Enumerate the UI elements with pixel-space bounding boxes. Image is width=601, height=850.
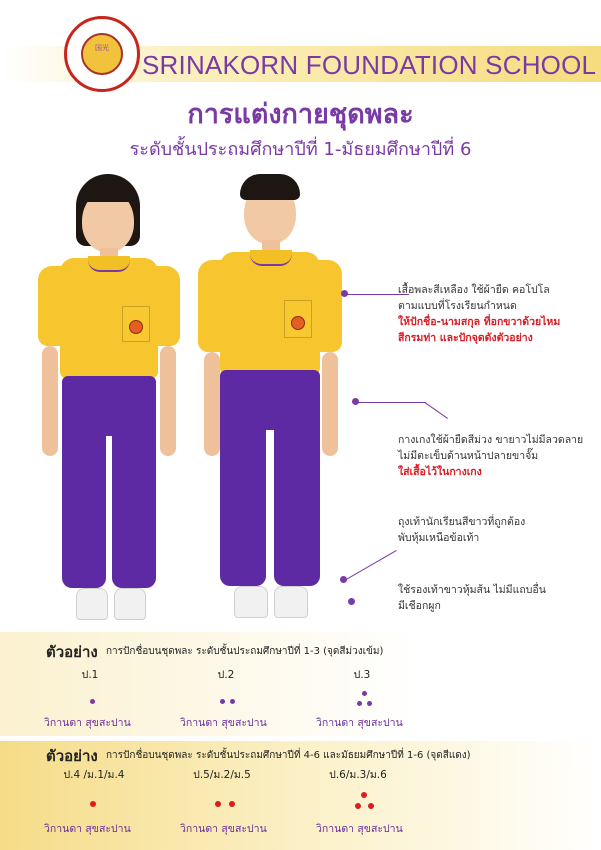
example2-dot — [215, 801, 221, 807]
example1-heading: ตัวอย่าง — [46, 643, 98, 661]
note-shoes-line2: มีเชือกผูก — [398, 600, 441, 612]
page-title: การแต่งกายชุดพละ — [187, 99, 414, 130]
note-shoes-line1: ใช้รองเท้าขาวหุ้มส้น ไม่มีแถบอื่น — [398, 584, 546, 596]
example1-desc: การปักชื่อบนชุดพละ ระดับชั้นประถมศึกษาปีที่ 1-3 (จุดสีม่วงเข้ม) — [106, 646, 384, 657]
note-socks — [398, 514, 598, 546]
example1-dot — [362, 691, 367, 696]
example2-name-3: วิกานดา สุขสะปาน — [316, 823, 403, 835]
example2-name-2: วิกานดา สุขสะปาน — [180, 823, 267, 835]
note-pants-line3: ใส่เสื้อไว้ในกางเกง — [398, 466, 482, 478]
student-boy-figure — [190, 170, 350, 630]
school-logo — [64, 16, 140, 92]
callout-dot-shoes — [348, 598, 355, 605]
example2-dot — [355, 803, 361, 809]
example2-dot — [90, 801, 96, 807]
callout-line-socks — [346, 550, 397, 580]
example2-grade-3: ป.6/ม.3/ม.6 — [329, 769, 387, 781]
note-shirt-line4: สีกรมท่า และปักจุดดังตัวอย่าง — [398, 332, 533, 344]
example1-dot — [220, 699, 225, 704]
example2-name-1: วิกานดา สุขสะปาน — [44, 823, 131, 835]
note-shirt-line1: เสื้อพละสีเหลือง ใช้ผ้ายืด คอโปโล — [398, 284, 550, 296]
example2-dot — [229, 801, 235, 807]
example2-desc: การปักชื่อบนชุดพละ ระดับชั้นประถมศึกษาปีที่ 4-6 และมัธยมศึกษาปีที่ 1-6 (จุดสีแดง) — [106, 750, 471, 761]
logo-emblem-icon — [81, 33, 123, 75]
note-shirt — [398, 282, 598, 346]
example2-dot — [368, 803, 374, 809]
note-shoes — [398, 582, 598, 614]
example1-name-1: วิกานดา สุขสะปาน — [44, 717, 131, 729]
note-pants — [398, 432, 598, 480]
example1-dot — [367, 701, 372, 706]
example2-dot — [361, 792, 367, 798]
note-shirt-line2: ตามแบบที่โรงเรียนกำหนด — [398, 300, 517, 312]
note-pants-line2: ไม่มีตะเข็บด้านหน้าปลายขาจั๊ม — [398, 450, 539, 462]
callout-line-pants — [358, 402, 426, 403]
example1-grade-3: ป.3 — [353, 669, 371, 681]
example1-dot — [357, 701, 362, 706]
example1-dot — [230, 699, 235, 704]
example1-dot — [90, 699, 95, 704]
example2-heading: ตัวอย่าง — [46, 747, 98, 765]
note-pants-line1: กางเกงใช้ผ้ายืดสีม่วง ขายาวไม่มีลวดลาย — [398, 434, 584, 446]
page-subtitle: ระดับชั้นประถมศึกษาปีที่ 1-มัธยมศึกษาปีที่ 6 — [129, 139, 472, 160]
example1-grade-2: ป.2 — [217, 669, 235, 681]
note-socks-line1: ถุงเท้านักเรียนสีขาวที่ถูกต้อง — [398, 516, 526, 528]
logo-text: 国光 — [95, 44, 109, 52]
school-name: SRINAKORN FOUNDATION SCHOOL — [142, 50, 597, 80]
note-shirt-line3: ให้ปักชื่อ-นามสกุล ที่อกขวาด้วยไหม — [398, 316, 561, 328]
example1-name-3: วิกานดา สุขสะปาน — [316, 717, 403, 729]
student-girl-figure — [30, 170, 190, 630]
example2-grade-2: ป.5/ม.2/ม.5 — [193, 769, 251, 781]
example2-grade-1: ป.4 /ม.1/ม.4 — [63, 769, 125, 781]
note-socks-line2: พับหุ้มเหนือข้อเท้า — [398, 532, 480, 544]
callout-line-pants-2 — [424, 402, 448, 419]
example1-name-2: วิกานดา สุขสะปาน — [180, 717, 267, 729]
example1-grade-1: ป.1 — [81, 669, 99, 681]
